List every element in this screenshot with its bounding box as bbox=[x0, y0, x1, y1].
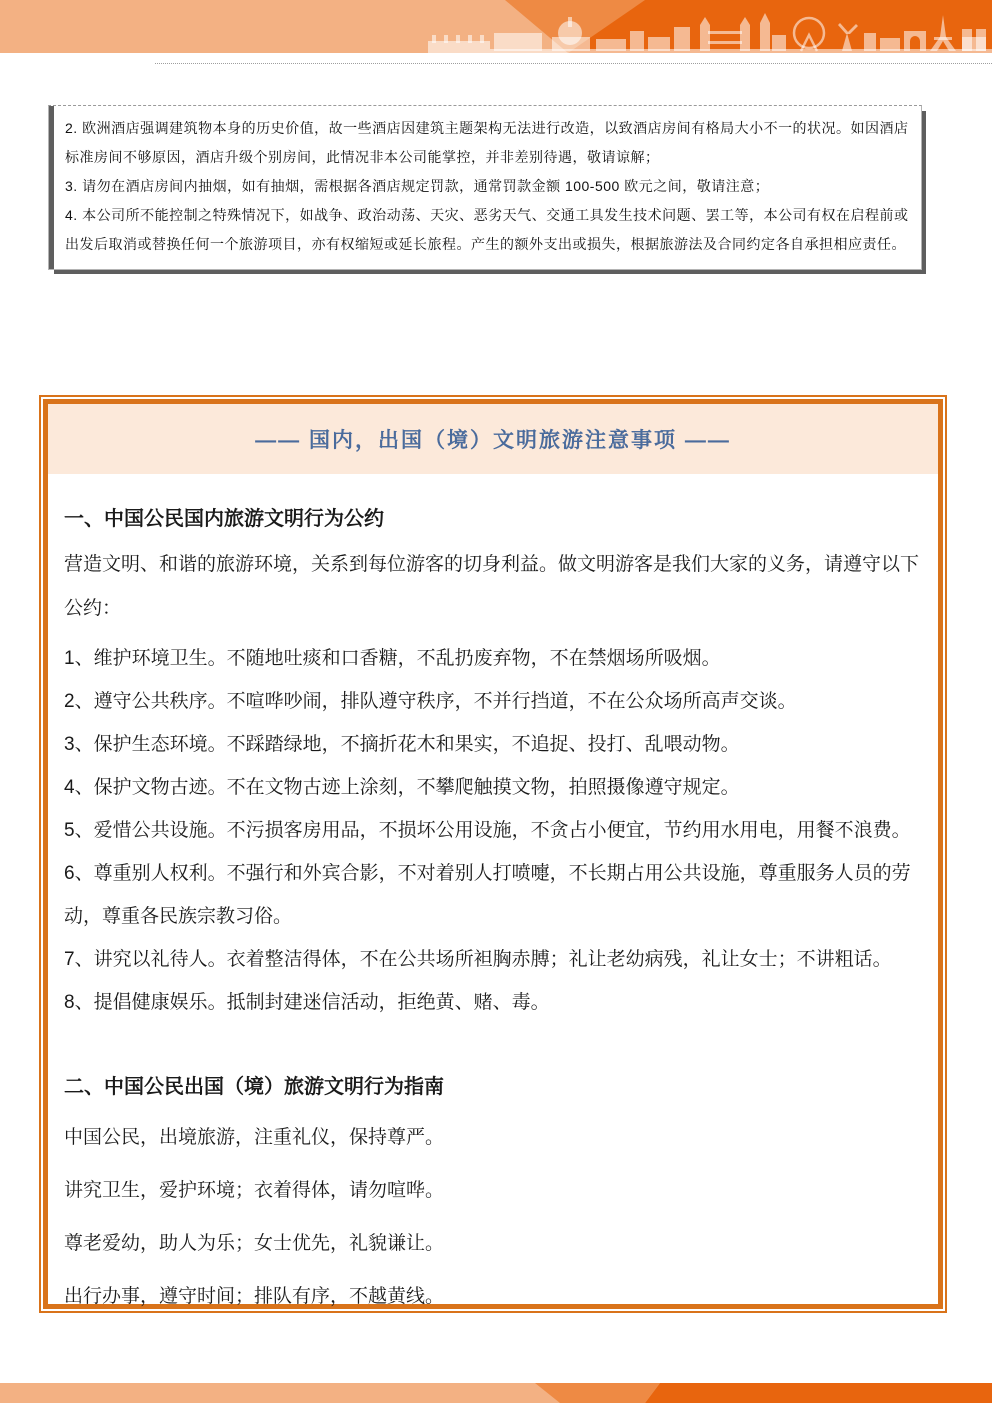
guide-title: —— 国内，出国（境）文明旅游注意事项 —— bbox=[255, 429, 731, 452]
header-band bbox=[0, 0, 992, 53]
rule-item: 1、维护环境卫生。不随地吐痰和口香糖，不乱扔废弃物，不在禁烟场所吸烟。 bbox=[64, 648, 721, 669]
guide-title-strip bbox=[48, 404, 938, 474]
footer-wedge-shape bbox=[535, 1383, 660, 1403]
rule-item: 4、保护文物古迹。不在文物古迹上涂刻，不攀爬触摸文物，拍照摄像遵守规定。 bbox=[64, 777, 740, 798]
rule-item: 5、爱惜公共设施。不污损客房用品，不损坏公用设施，不贪占小便宜，节约用水用电，用餐不浪费。 bbox=[64, 820, 911, 841]
notice-box bbox=[48, 105, 922, 270]
guide-line: 中国公民，出境旅游，注重礼仪，保持尊严。 bbox=[64, 1127, 445, 1148]
section1-heading: 一、中国公民国内旅游文明行为公约 bbox=[64, 508, 384, 530]
rule-item: 3、保护生态环境。不踩踏绿地，不摘折花木和果实，不追捉、投打、乱喂动物。 bbox=[64, 734, 740, 755]
footer-band bbox=[0, 1383, 992, 1403]
civilized-travel-guide-box bbox=[43, 399, 943, 1309]
footer-dark-panel bbox=[640, 1383, 992, 1403]
notice-item: 2. 欧洲酒店强调建筑物本身的历史价值，故一些酒店因建筑主题架构无法进行改造，以致酒店房间有格局大小不一的状况。如因酒店标准房间不够原因，酒店升级个别房间，此情况非本公司能掌控，并非差别待遇，敬请谅解； bbox=[65, 120, 909, 165]
section2-heading: 二、中国公民出国（境）旅游文明行为指南 bbox=[64, 1076, 444, 1098]
rule-item: 6、尊重别人权利。不强行和外宾合影，不对着别人打喷嚏，不长期占用公共设施，尊重服务人员的劳动，尊重各民族宗教习俗。 bbox=[64, 863, 911, 927]
guide-line: 讲究卫生，爱护环境；衣着得体，请勿喧哗。 bbox=[64, 1180, 445, 1201]
notice-item: 3. 请勿在酒店房间内抽烟，如有抽烟，需根据各酒店规定罚款，通常罚款金额 100-500 欧元之间，敬请注意； bbox=[65, 178, 770, 194]
rule-item: 2、遵守公共秩序。不喧哗吵闹，排队遵守秩序，不并行挡道，不在公众场所高声交谈。 bbox=[64, 691, 797, 712]
notice-item: 4. 本公司所不能控制之特殊情况下，如战争、政治动荡、天灾、恶劣天气、交通工具发生技术问题、罢工等，本公司有权在启程前或出发后取消或替换任何一个旅游项目，亦有权缩短或延长旅程。产生的额外支出或损失，根据旅游法及合同约定各自承担相应责任。 bbox=[65, 207, 909, 252]
dotted-divider bbox=[155, 63, 992, 64]
rule-item: 8、提倡健康娱乐。抵制封建迷信活动，拒绝黄、赌、毒。 bbox=[64, 992, 550, 1013]
guide-line: 尊老爱幼，助人为乐；女士优先，礼貌谦让。 bbox=[64, 1233, 445, 1254]
section1-rules bbox=[64, 637, 920, 1024]
rule-item: 7、讲究以礼待人。衣着整洁得体，不在公共场所袒胸赤膊；礼让老幼病残，礼让女士；不讲粗话。 bbox=[64, 949, 892, 970]
section1-intro: 营造文明、和谐的旅游环境，关系到每位游客的切身利益。做文明游客是我们大家的义务，请遵守以下公约： bbox=[64, 554, 920, 619]
guide-line: 出行办事，遵守时间；排队有序，不越黄线。 bbox=[64, 1286, 445, 1307]
city-skyline-icon bbox=[428, 11, 992, 53]
guide-content bbox=[48, 502, 938, 1311]
